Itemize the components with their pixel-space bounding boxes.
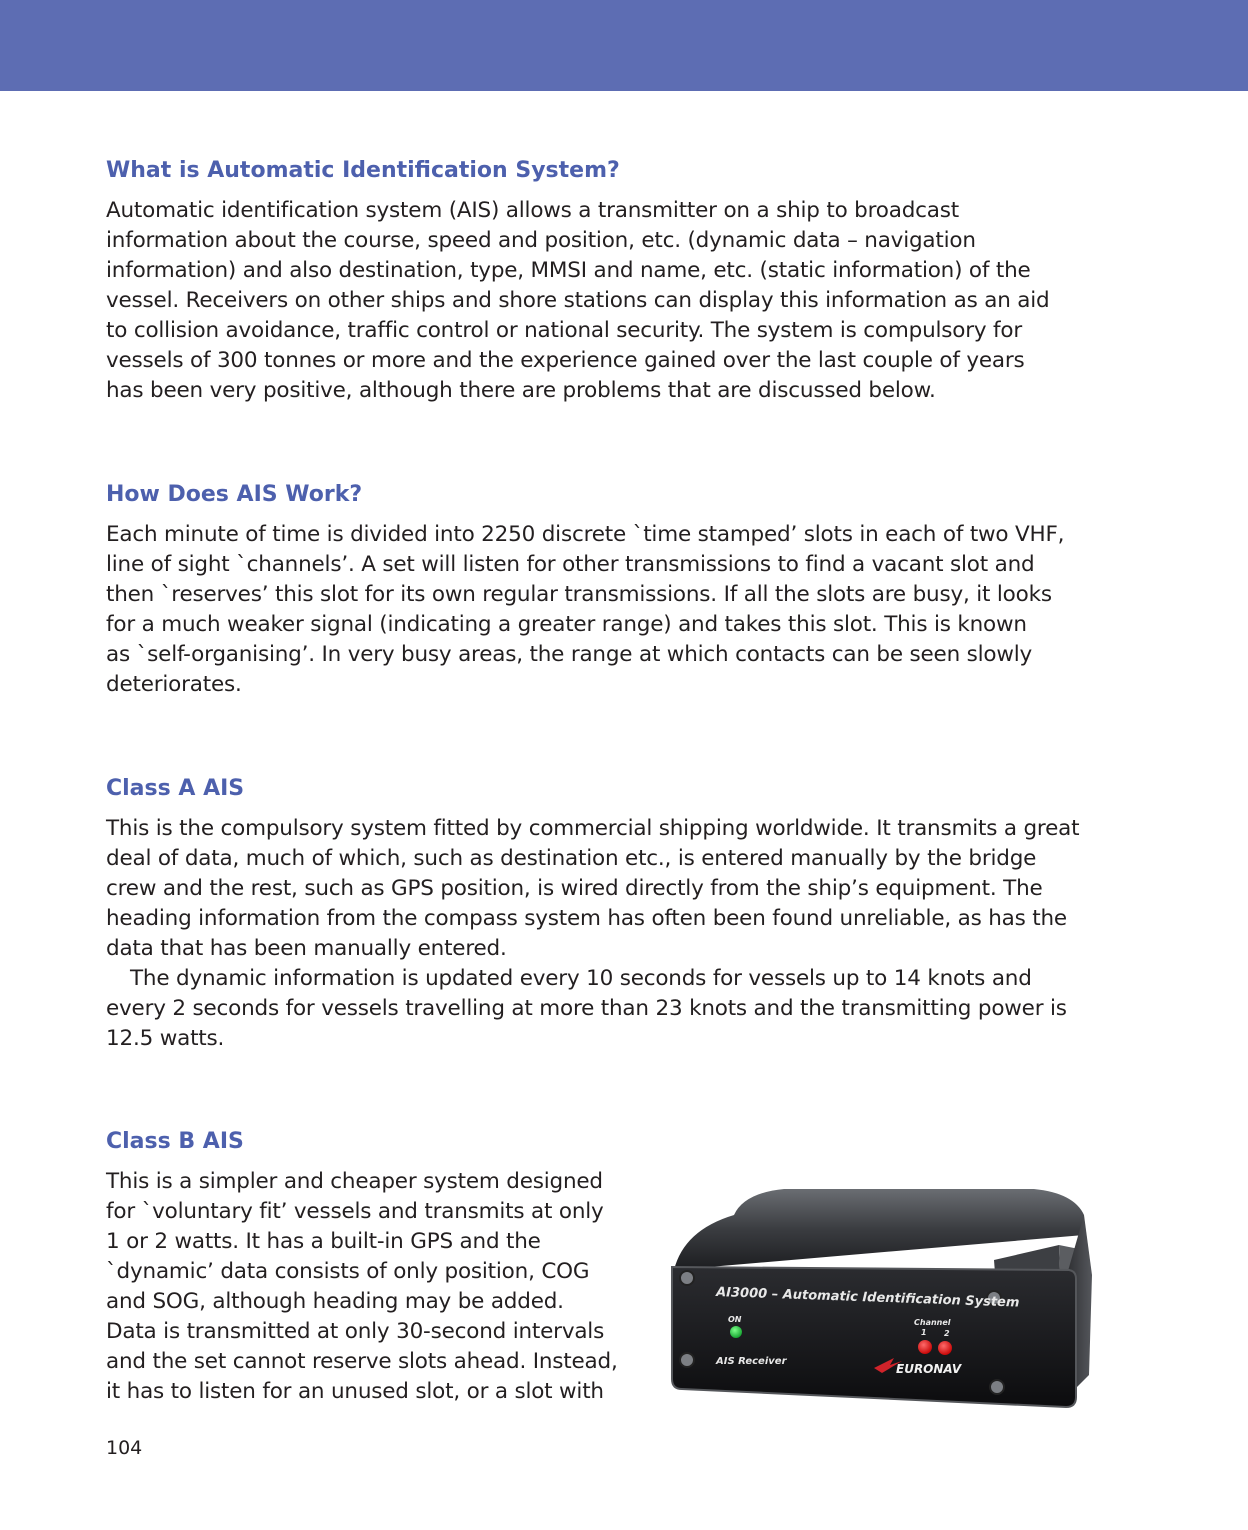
body-line: line of sight `channels’. A set will listen for other transmissions to find a vacant slot and: [106, 552, 1035, 577]
screw-icon: [680, 1271, 694, 1285]
ais-receiver-photo: [664, 1175, 1094, 1425]
body-line: vessel. Receivers on other ships and shore stations can display this information as an aid: [106, 288, 1050, 313]
section-heading: What is Automatic Identification System?: [106, 158, 620, 183]
section-body: [106, 1167, 666, 1407]
body-line: it has to listen for an unused slot, or a slot with: [106, 1379, 604, 1404]
section-class-b-ais: [106, 1127, 666, 1407]
body-line: information about the course, speed and position, etc. (dynamic data – navigation: [106, 228, 976, 253]
section-body: [106, 814, 1096, 1054]
ais-receiver-illustration: [664, 1175, 1094, 1425]
body-line: has been very positive, although there are problems that are discussed below.: [106, 378, 936, 403]
body-line: for a much weaker signal (indicating a greater range) and takes this slot. This is known: [106, 612, 1027, 637]
body-line: every 2 seconds for vessels travelling at more than 23 knots and the transmitting power is: [106, 996, 1067, 1021]
on-label: ON: [728, 1315, 742, 1324]
body-line: information) and also destination, type, MMSI and name, etc. (static information) of the: [106, 258, 1031, 283]
channel-2-led-icon: [938, 1341, 952, 1355]
brand-label: EURONAV: [896, 1362, 962, 1376]
body-line: 1 or 2 watts. It has a built-in GPS and the: [106, 1229, 541, 1254]
section-heading: Class B AIS: [106, 1129, 244, 1154]
power-led-icon: [730, 1326, 742, 1338]
channel-2-label: 2: [944, 1329, 950, 1338]
screw-icon: [990, 1380, 1004, 1394]
body-line: This is a simpler and cheaper system designed: [106, 1169, 603, 1194]
body-line: This is the compulsory system fitted by commercial shipping worldwide. It transmits a great: [106, 816, 1080, 841]
body-line: deteriorates.: [106, 672, 242, 697]
section-body: [106, 520, 1096, 700]
section-body: [106, 196, 1096, 406]
page-number: 104: [106, 1437, 143, 1459]
body-line: for `voluntary fit’ vessels and transmits at only: [106, 1199, 604, 1224]
device-title-label: AI3000 – Automatic Identification System: [715, 1285, 1020, 1311]
channel-1-led-icon: [918, 1340, 932, 1354]
body-line: and the set cannot reserve slots ahead. Instead,: [106, 1349, 618, 1374]
header-color-band: [0, 0, 1248, 91]
body-line: as `self-organising’. In very busy areas, the range at which contacts can be seen slowly: [106, 642, 1033, 667]
body-line: crew and the rest, such as GPS position, is wired directly from the ship’s equipment. The: [106, 876, 1043, 901]
body-line: data that has been manually entered.: [106, 936, 507, 961]
body-line: Automatic identification system (AIS) allows a transmitter on a ship to broadcast: [106, 198, 959, 223]
body-line: to collision avoidance, traffic control or national security. The system is compulsory for: [106, 318, 1022, 343]
body-line: heading information from the compass system has often been found unreliable, as has the: [106, 906, 1067, 931]
body-line: 12.5 watts.: [106, 1026, 225, 1051]
channel-1-label: 1: [921, 1328, 927, 1337]
screw-icon: [680, 1353, 694, 1367]
section-how-ais-works: [106, 480, 1096, 700]
body-line: and SOG, although heading may be added.: [106, 1289, 564, 1314]
receiver-label: AIS Receiver: [716, 1356, 787, 1367]
channel-label: Channel: [914, 1318, 951, 1327]
section-what-is-ais: [106, 156, 1096, 406]
body-line: The dynamic information is updated every 10 seconds for vessels up to 14 knots and: [130, 966, 1032, 991]
body-line: Data is transmitted at only 30-second intervals: [106, 1319, 605, 1344]
body-line: `dynamic’ data consists of only position, COG: [106, 1259, 590, 1284]
body-line: then `reserves’ this slot for its own regular transmissions. If all the slots are busy, it looks: [106, 582, 1052, 607]
section-heading: How Does AIS Work?: [106, 482, 363, 507]
body-line: Each minute of time is divided into 2250 discrete `time stamped’ slots in each of two VHF,: [106, 522, 1065, 547]
body-line: vessels of 300 tonnes or more and the experience gained over the last couple of years: [106, 348, 1025, 373]
section-heading: Class A AIS: [106, 776, 245, 801]
body-line: deal of data, much of which, such as destination etc., is entered manually by the bridge: [106, 846, 1037, 871]
section-class-a-ais: [106, 774, 1096, 1054]
